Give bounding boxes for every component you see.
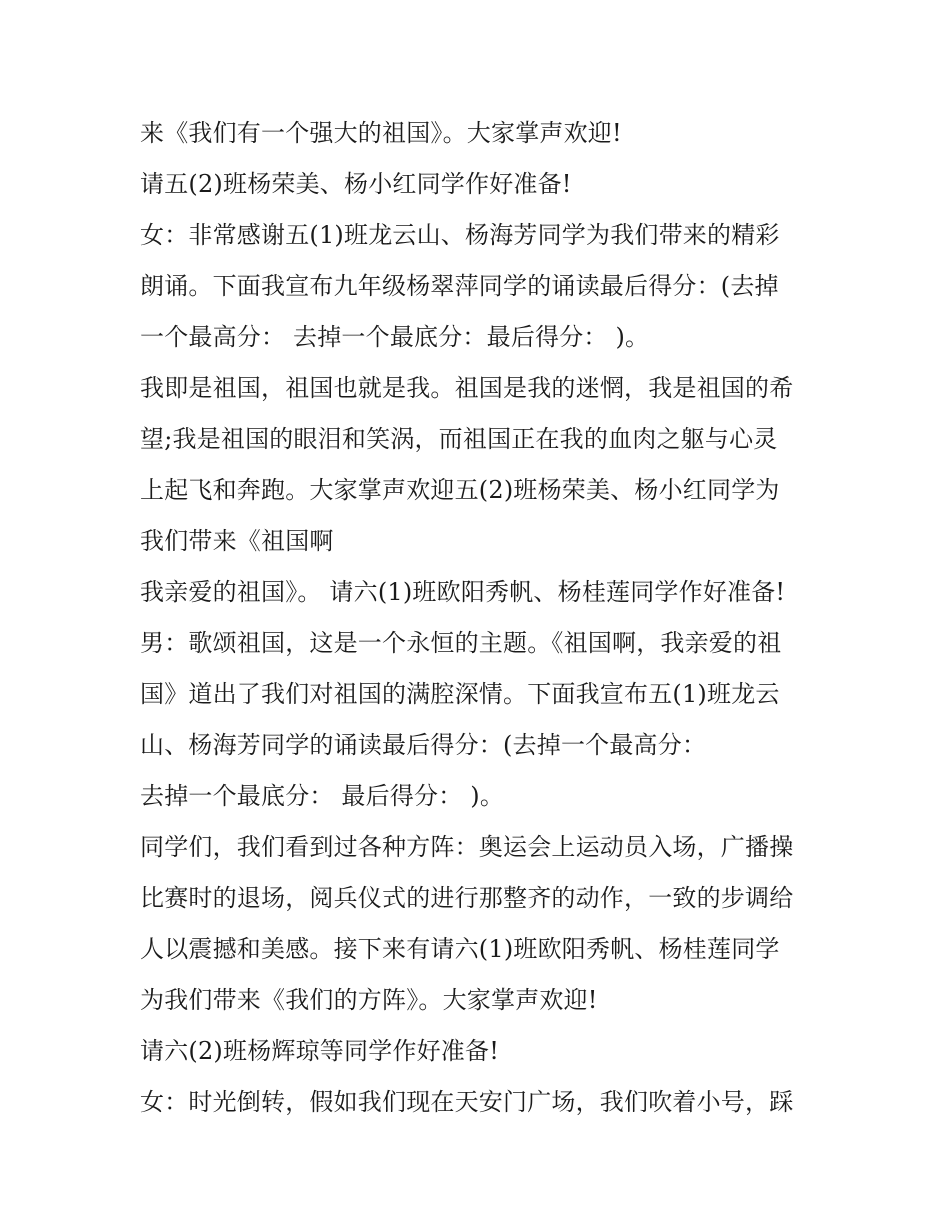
text-line: 一个最高分： 去掉一个最底分：最后得分： )。 (140, 323, 650, 351)
text-line: 国》道出了我们对祖国的满腔深情。下面我宣布五(1)班龙云 (140, 680, 780, 708)
text-line: 我们带来《祖国啊 (140, 527, 334, 555)
text-line: 比赛时的退场，阅兵仪式的进行那整齐的动作，一致的步调给 (140, 884, 794, 912)
text-line: 来《我们有一个强大的祖国》。大家掌声欢迎! (140, 119, 622, 147)
text-line: 女：时光倒转，假如我们现在天安门广场，我们吹着小号，踩 (140, 1088, 794, 1116)
text-line: 上起飞和奔跑。大家掌声欢迎五(2)班杨荣美、杨小红同学为 (140, 476, 780, 504)
text-line: 去掉一个最底分： 最后得分： )。 (140, 782, 505, 810)
text-line: 男：歌颂祖国，这是一个永恒的主题。《祖国啊，我亲爱的祖 (140, 629, 782, 657)
document-body (140, 108, 830, 1128)
text-line: 同学们，我们看到过各种方阵：奥运会上运动员入场，广播操 (140, 833, 794, 861)
text-line: 我亲爱的祖国》。 请六(1)班欧阳秀帆、杨桂莲同学作好准备! (140, 578, 786, 606)
text-line: 我即是祖国，祖国也就是我。祖国是我的迷惘，我是祖国的希 (140, 374, 794, 402)
text-line: 女：非常感谢五(1)班龙云山、杨海芳同学为我们带来的精彩 (140, 221, 780, 249)
text-line: 望;我是祖国的眼泪和笑涡，而祖国正在我的血肉之躯与心灵 (140, 425, 778, 453)
text-line: 请六(2)班杨辉琼等同学作好准备! (140, 1037, 500, 1065)
text-line: 为我们带来《我们的方阵》。大家掌声欢迎! (140, 986, 598, 1014)
text-line: 朗诵。下面我宣布九年级杨翠萍同学的诵读最后得分：(去掉 (140, 272, 779, 300)
text-line: 请五(2)班杨荣美、杨小红同学作好准备! (140, 170, 572, 198)
text-line: 山、杨海芳同学的诵读最后得分：(去掉一个最高分： (140, 731, 707, 759)
text-line: 人以震撼和美感。接下来有请六(1)班欧阳秀帆、杨桂莲同学 (140, 935, 780, 963)
